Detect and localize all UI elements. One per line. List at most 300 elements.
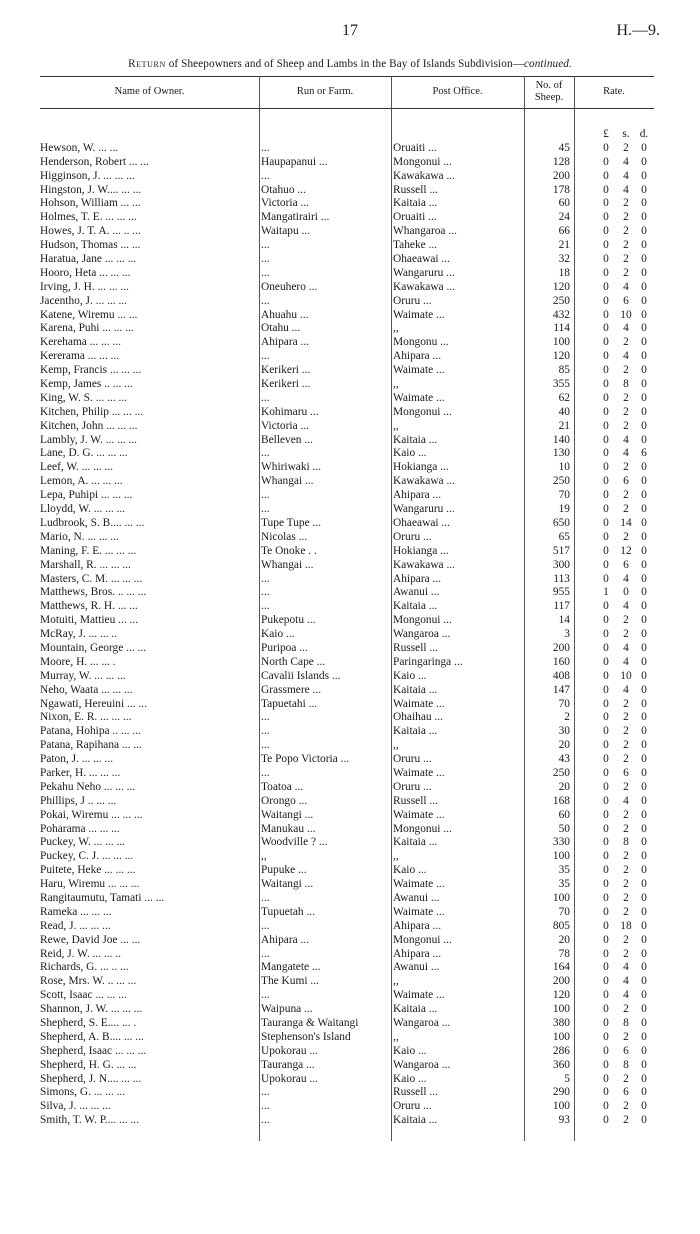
owner-name: Smith, T. W. P.... ... ... [40,1114,139,1127]
rate-shillings: 4 [623,683,629,696]
rate-pounds: 0 [603,489,609,502]
post-office: Ohaeawai ... [393,516,450,529]
sheep-count: 250 [552,294,570,307]
post-office: Wangaroa ... [393,628,451,641]
rate-shillings: 2 [623,364,629,377]
rate-pence: 0 [641,405,647,418]
rate-shillings: 2 [623,850,629,863]
rate-shillings: 2 [623,503,629,516]
table-row [40,475,654,489]
sheep-count: 100 [552,1003,570,1016]
rate-shillings: 2 [623,822,629,835]
rate-pounds: 0 [603,155,609,168]
rate-pence: 0 [641,294,647,307]
rate-pence: 0 [641,1058,647,1071]
sheep-count: 100 [552,891,570,904]
post-office: Oruru ... [393,780,432,793]
owner-name: Nixon, E. R. ... ... ... [40,711,132,724]
rate-shillings: 10 [620,308,632,321]
rate-pence: 0 [641,530,647,543]
header-no-line2: Sheep. [534,92,564,103]
rate-shillings: 2 [623,780,629,793]
owner-name: Henderson, Robert ... ... [40,155,149,168]
rate-shillings: 6 [623,294,629,307]
rate-shillings: 2 [623,239,629,252]
run-or-farm: Kohimaru ... [261,405,319,418]
owner-name: Simons, G. ... ... ... [40,1086,126,1099]
rate-shillings: 4 [623,183,629,196]
table-row [40,309,654,323]
run-or-farm: Stephenson's Island [261,1030,351,1043]
run-or-farm: ... [261,1086,270,1099]
rate-shillings: 2 [623,211,629,224]
rate-shillings: 4 [623,350,629,363]
post-office: Oruru ... [393,1100,432,1113]
run-or-farm: Kaio ... [261,628,295,641]
run-or-farm: ... [261,1100,270,1113]
rate-shillings: 4 [623,572,629,585]
sheep-count: 62 [558,391,570,404]
owner-name: Lloydd, W. ... ... ... [40,503,126,516]
post-office: Oruaiti ... [393,141,437,154]
owner-name: Poharama ... ... ... [40,822,120,835]
rate-pounds: 0 [603,1017,609,1029]
owner-name: Pekahu Neho ... ... ... [40,780,136,793]
rate-pounds: 0 [603,530,609,543]
run-or-farm: ... [261,586,270,599]
table-row [40,392,654,406]
sheep-count: 78 [558,947,570,960]
run-or-farm: ... [261,739,270,752]
rate-pounds: 0 [603,822,609,835]
rate-pence: 0 [641,1017,647,1029]
rate-pence: 0 [641,933,647,946]
owner-name: Puitete, Heke ... ... ... [40,864,136,877]
sheep-count: 66 [558,225,570,238]
rate-pounds: 0 [603,739,609,752]
table-row [40,1100,654,1114]
post-office: Ahipara ... [393,919,442,932]
table-row [40,461,654,475]
run-or-farm: Puripoa ... [261,641,308,654]
rate-shillings: 2 [623,489,629,502]
rate-pounds: 0 [603,836,609,849]
rate-pounds: 0 [603,183,609,196]
table-row [40,934,654,948]
post-office: Mongonui ... [393,405,452,418]
rate-pounds: 0 [603,475,609,488]
owner-name: Kitchen, John ... ... ... [40,419,138,432]
unit-pence: d. [639,128,649,140]
rate-pounds: 0 [603,655,609,668]
rate-pounds: 0 [603,572,609,585]
table-row [40,350,654,364]
sheep-count: 250 [552,475,570,488]
rate-pence: 0 [641,503,647,516]
rate-shillings: 8 [623,836,629,849]
table-row [40,170,654,184]
rate-pence: 0 [641,808,647,821]
owner-name: Leef, W. ... ... ... [40,461,114,474]
run-or-farm: Kerikeri ... [261,378,311,391]
rate-shillings: 2 [623,878,629,891]
post-office: Paringaringa ... [393,655,463,668]
sheep-count: 178 [552,183,570,196]
table-row [40,739,654,753]
sheep-count: 300 [552,558,570,571]
post-office: Waimate ... [393,364,445,377]
owner-name: Maning, F. E. ... ... ... [40,544,137,557]
run-or-farm: Manukau ... [261,822,316,835]
rate-pence: 0 [641,628,647,641]
owner-name: Higginson, J. ... ... ... [40,169,135,182]
run-or-farm: Mangatirairi ... [261,211,330,224]
rate-shillings: 2 [623,628,629,641]
owner-name: Silva, J. ... ... ... [40,1100,111,1113]
rate-pence: 0 [641,975,647,988]
table-row [40,336,654,350]
sheep-count: 70 [558,697,570,710]
rate-pounds: 0 [603,1044,609,1057]
rate-pounds: 0 [603,461,609,474]
post-office: ,, [393,419,399,432]
owner-name: Patana, Rapihana ... ... [40,739,142,752]
header-post-office: Post Office. [432,86,483,97]
rate-pence: 0 [641,586,647,599]
rate-pounds: 0 [603,669,609,682]
rate-pence: 0 [641,614,647,627]
rate-shillings: 2 [623,225,629,238]
owner-name: Hewson, W. ... ... [40,141,119,154]
rate-pounds: 0 [603,725,609,738]
rate-pounds: 0 [603,419,609,432]
table-row [40,406,654,420]
owner-name: Kemp, James .. ... ... [40,378,133,391]
rate-pence: 0 [641,697,647,710]
post-office: Kawakawa ... [393,475,455,488]
rate-pounds: 0 [603,1114,609,1127]
owner-name: Motuiti, Mattieu ... ... [40,614,139,627]
table-row [40,614,654,628]
rate-pounds: 0 [603,253,609,266]
post-office: Kaitaia ... [393,600,438,613]
sheep-count: 10 [558,461,570,474]
rate-pence: 6 [641,447,647,460]
rate-pounds: 0 [603,683,609,696]
rate-pence: 0 [641,1100,647,1113]
rate-pounds: 0 [603,350,609,363]
rate-pence: 0 [641,253,647,266]
page-number: 17 [342,22,358,39]
rate-pounds: 0 [603,878,609,891]
owner-name: Scott, Isaac ... ... ... [40,989,127,1002]
rate-pence: 0 [641,1086,647,1099]
sheep-count: 70 [558,489,570,502]
sheep-count: 100 [552,1030,570,1043]
rate-pence: 0 [641,641,647,654]
sheep-count: 250 [552,766,570,779]
sheep-count: 360 [552,1058,570,1071]
post-office: Russell ... [393,641,438,654]
rate-pounds: 0 [603,1072,609,1085]
owner-name: Shannon, J. W. ... ... ... [40,1003,143,1016]
table-row [40,975,654,989]
table-row [40,1017,654,1031]
owner-name: Shepherd, S. E.... ... . [40,1017,137,1029]
rate-shillings: 4 [623,322,629,335]
table-row [40,517,654,531]
post-office: Wangaruru ... [393,503,455,516]
run-or-farm: ... [261,253,270,266]
sheep-count: 35 [558,864,570,877]
rate-pounds: 0 [603,433,609,446]
rate-pence: 0 [641,1072,647,1085]
rate-pence: 0 [641,891,647,904]
rate-shillings: 6 [623,766,629,779]
rate-pence: 0 [641,905,647,918]
table-row [40,559,654,573]
rate-shillings: 2 [623,753,629,766]
table-row [40,823,654,837]
rate-pounds: 0 [603,1100,609,1113]
table-row [40,961,654,975]
rate-pence: 0 [641,239,647,252]
rate-shillings: 6 [623,1086,629,1099]
table-row [40,322,654,336]
sheep-count: 330 [552,836,570,849]
rate-pounds: 0 [603,141,609,154]
run-or-farm: Tapuetahi ... [261,697,318,710]
sheep-count: 20 [558,780,570,793]
table-row [40,573,654,587]
post-office: Kaitaia ... [393,725,438,738]
rate-pence: 0 [641,878,647,891]
post-office: Kaitaia ... [393,683,438,696]
rate-shillings: 6 [623,558,629,571]
rate-shillings: 2 [623,1030,629,1043]
run-or-farm: Whangai ... [261,475,314,488]
rate-pounds: 0 [603,211,609,224]
owner-name: Puckey, C. J. ... ... ... [40,850,134,863]
owner-name: Rewe, David Joe ... ... [40,933,141,946]
post-office: Awanui ... [393,891,440,904]
rate-shillings: 2 [623,711,629,724]
post-office: Ahipara ... [393,947,442,960]
run-or-farm: Ahipara ... [261,336,310,349]
rate-pounds: 1 [603,586,609,599]
table-title [0,58,700,70]
rate-shillings: 2 [623,197,629,210]
rate-pounds: 0 [603,558,609,571]
rate-pence: 0 [641,197,647,210]
run-or-farm: Woodville ? ... [261,836,328,849]
post-office: Whangaroa ... [393,225,457,238]
rate-shillings: 2 [623,739,629,752]
rate-pounds: 0 [603,1058,609,1071]
rate-pounds: 0 [603,516,609,529]
owner-name: Patana, Hohipa .. ... ... [40,725,141,738]
rate-pence: 0 [641,280,647,293]
rate-pence: 0 [641,336,647,349]
rate-pence: 0 [641,989,647,1002]
sheep-count: 50 [558,822,570,835]
post-office: Kaio ... [393,864,427,877]
table-body [40,128,654,1128]
run-or-farm: Ahipara ... [261,933,310,946]
rate-shillings: 2 [623,405,629,418]
run-or-farm: Upokorau ... [261,1044,318,1057]
rate-shillings: 2 [623,391,629,404]
post-office: Kaio ... [393,669,427,682]
owner-name: Hingston, J. W.... ... ... [40,183,142,196]
owner-name: Jacentho, J. ... ... ... [40,294,127,307]
sheep-count: 432 [552,308,570,321]
post-office: Kaitaia ... [393,433,438,446]
owner-name: Richards, G. ... .. ... [40,961,129,974]
table-row [40,378,654,392]
rate-shillings: 2 [623,1114,629,1127]
sheep-count: 120 [552,350,570,363]
rate-pence: 0 [641,350,647,363]
run-or-farm: The Kumi ... [261,975,319,988]
rate-pence: 0 [641,364,647,377]
run-or-farm: Victoria ... [261,419,310,432]
table-row [40,420,654,434]
owner-name: Hohson, William ... ... [40,197,141,210]
table-row [40,892,654,906]
run-or-farm: ... [261,266,270,279]
post-office: Kaitaia ... [393,1003,438,1016]
rate-pounds: 0 [603,850,609,863]
rate-pounds: 0 [603,225,609,238]
header-bottom-rule [40,108,654,109]
sheep-count: 20 [558,739,570,752]
rate-shillings: 4 [623,280,629,293]
rate-shillings: 2 [623,864,629,877]
rate-shillings: 6 [623,1044,629,1057]
run-or-farm: Upokorau ... [261,1072,318,1085]
owner-name: Parker, H. ... ... ... [40,766,121,779]
sheep-count: 200 [552,169,570,182]
rate-pounds: 0 [603,989,609,1002]
run-or-farm: Victoria ... [261,197,310,210]
post-office: Oruru ... [393,753,432,766]
table-row [40,864,654,878]
post-office: Ahipara ... [393,572,442,585]
table-row [40,267,654,281]
run-or-farm: Tupuetah ... [261,905,316,918]
rate-pence: 0 [641,141,647,154]
rate-shillings: 2 [623,1100,629,1113]
run-or-farm: ... [261,141,270,154]
rate-pence: 0 [641,516,647,529]
rate-pence: 0 [641,461,647,474]
title-main-text: of Sheepowners and of Sheep and Lambs in the Bay of Islands Subdivision— [165,58,524,70]
sheep-count: 20 [558,933,570,946]
rate-shillings: 2 [623,141,629,154]
rate-pounds: 0 [603,697,609,710]
table-row [40,211,654,225]
post-office: Wangaroa ... [393,1058,451,1071]
rate-pounds: 0 [603,405,609,418]
table-row [40,1073,654,1087]
rate-shillings: 2 [623,461,629,474]
owner-name: Mario, N. ... ... ... [40,530,119,543]
owner-name: Shepherd, H. G. ... ... [40,1058,137,1071]
rate-pounds: 0 [603,544,609,557]
sheep-count: 18 [558,266,570,279]
rate-shillings: 8 [623,1017,629,1029]
table-row [40,670,654,684]
table-row [40,434,654,448]
sheep-count: 60 [558,197,570,210]
owner-name: Rangitaumutu, Tamati ... ... [40,891,165,904]
table-row [40,600,654,614]
rate-pence: 0 [641,1030,647,1043]
table-row [40,753,654,767]
rate-pounds: 0 [603,336,609,349]
rate-pounds: 0 [603,600,609,613]
owner-name: Shepherd, A. B.... ... ... [40,1030,144,1043]
owner-name: Rose, Mrs. W. .. ... ... [40,975,137,988]
run-or-farm: Pupuke ... [261,864,307,877]
table-row [40,809,654,823]
sheep-count: 200 [552,641,570,654]
post-office: Kaio ... [393,1072,427,1085]
run-or-farm: Mangatete ... [261,961,321,974]
table-row [40,1031,654,1045]
run-or-farm: Orongo ... [261,794,308,807]
rate-shillings: 2 [623,891,629,904]
run-or-farm: Pukepotu ... [261,614,316,627]
rate-pounds: 0 [603,961,609,974]
table-row [40,725,654,739]
header-run-or-farm: Run or Farm. [296,86,354,97]
post-office: Mongonui ... [393,155,452,168]
rate-pounds: 0 [603,975,609,988]
run-or-farm: Kerikeri ... [261,364,311,377]
post-office: ,, [393,975,399,988]
table-row [40,836,654,850]
rate-pounds: 0 [603,933,609,946]
header-no-of-sheep [524,80,574,104]
owner-name: Matthews, Bros. .. ... ... [40,586,147,599]
post-office: Kaio ... [393,447,427,460]
rate-units-row [40,128,654,142]
rate-pounds: 0 [603,391,609,404]
run-or-farm: Waipuna ... [261,1003,313,1016]
rate-pounds: 0 [603,766,609,779]
rate-pounds: 0 [603,1086,609,1099]
table-row [40,1045,654,1059]
rate-pounds: 0 [603,378,609,391]
run-or-farm: ... [261,725,270,738]
sheep-count: 45 [558,141,570,154]
rate-shillings: 8 [623,378,629,391]
rate-pounds: 0 [603,641,609,654]
rate-pence: 0 [641,475,647,488]
rate-shillings: 4 [623,989,629,1002]
owner-name: Howes, J. T. A. ... .. ... [40,225,141,238]
table-row [40,503,654,517]
run-or-farm: Whiriwaki ... [261,461,322,474]
table-row [40,781,654,795]
run-or-farm: Te Popo Victoria ... [261,753,350,766]
table-row [40,628,654,642]
table-row [40,239,654,253]
post-office: Taheke ... [393,239,438,252]
post-office: Awanui ... [393,961,440,974]
